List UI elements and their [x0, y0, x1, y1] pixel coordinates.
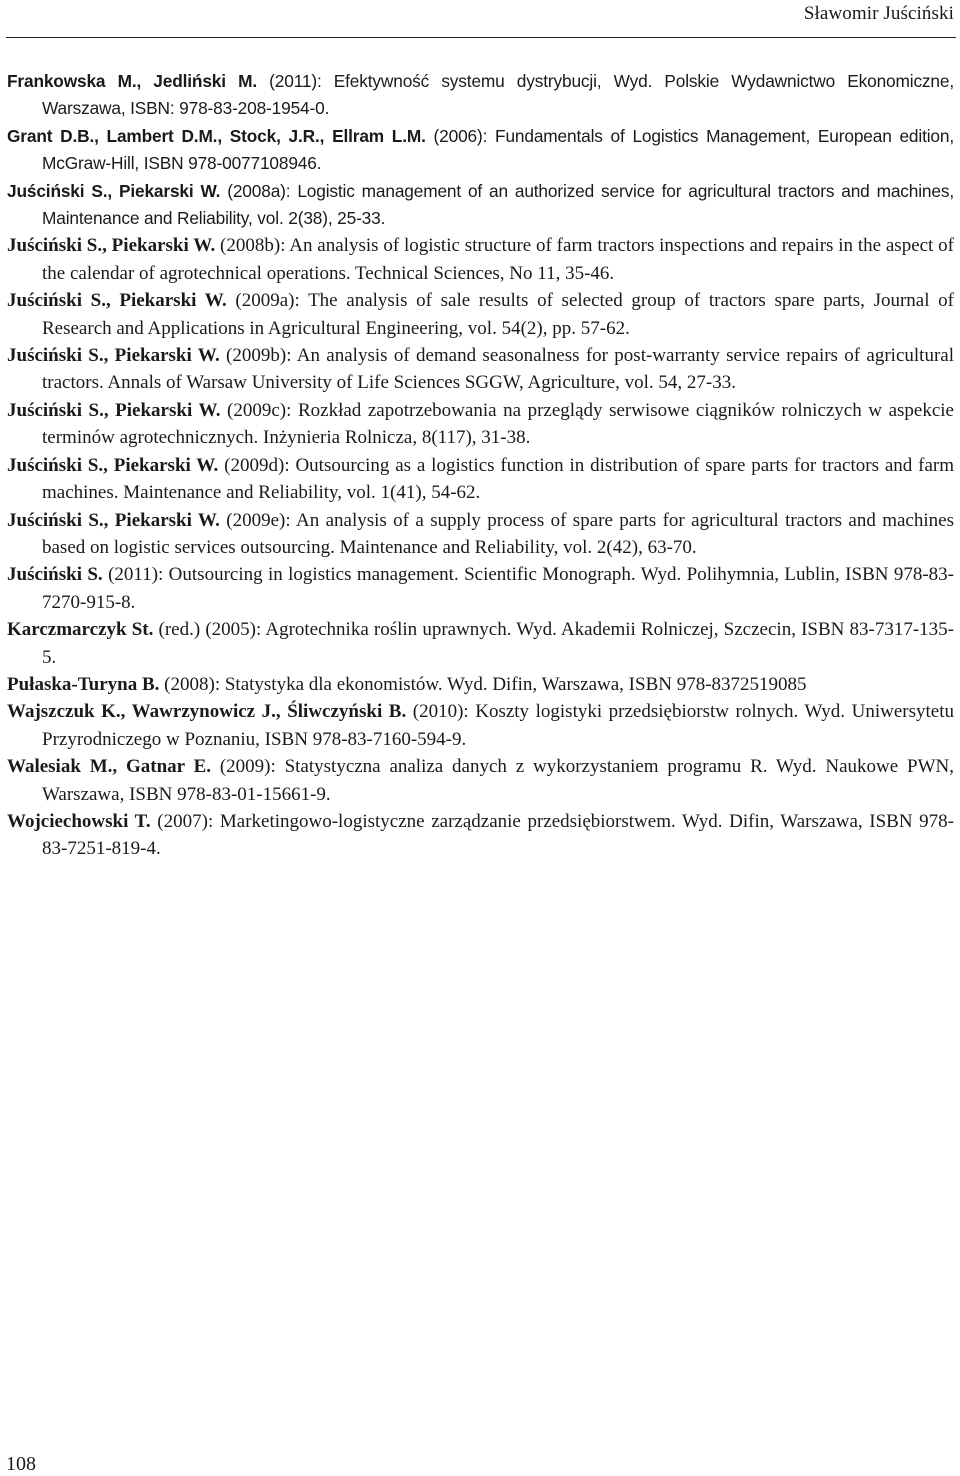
reference-details: (2009e): An analysis of a supply process of spare parts for agricultural tractors and machines based on logistic services outsourcing. Maintenance and Reliability, vol. 2(42), 63-70. — [42, 509, 954, 558]
page-number: 108 — [6, 1453, 36, 1475]
reference-item-jusciński-2009c — [7, 397, 954, 452]
reference-details: (2010): Koszty logistyki przedsiębiorstw rolnych. Wyd. Uniwersytetu Przyrodniczego w Poznaniu, ISBN 978-83-7160-594-9. — [42, 701, 954, 750]
reference-details: (2009): Statystyczna analiza danych z wykorzystaniem programu R. Wyd. Naukowe PWN, Warszawa, ISBN 978-83-01-15661-9. — [42, 756, 954, 805]
reference-details: (2009b): An analysis of demand seasonalness for post-warranty service repairs of agricultural tractors. Annals of Warsaw University of Life Sciences SGGW, Agriculture, vol. 54, 27-33. — [42, 345, 954, 394]
reference-item-jusciński-2009b — [7, 342, 954, 397]
reference-item-wajszczuk — [7, 698, 954, 753]
reference-authors: Juściński S., Piekarski W. — [7, 399, 221, 421]
reference-item-jusciński-2008a — [7, 178, 954, 233]
reference-authors: Juściński S., Piekarski W. — [7, 235, 216, 257]
reference-authors: Wajszczuk K., Wawrzynowicz J., Śliwczyński B. — [7, 701, 407, 723]
reference-item-frankowska — [7, 68, 954, 123]
reference-authors: Grant D.B., Lambert D.M., Stock, J.R., Ellram L.M. — [7, 125, 426, 146]
reference-details: (2011): Outsourcing in logistics management. Scientific Monograph. Wyd. Polihymnia, Lublin, ISBN 978-83-7270-915-8. — [42, 564, 955, 613]
reference-details: (red.) (2005): Agrotechnika roślin uprawnych. Wyd. Akademii Rolniczej, Szczecin, ISBN 83-7317-135-5. — [42, 619, 954, 668]
reference-details: (2007): Marketingowo-logistyczne zarządzanie przedsiębiorstwem. Wyd. Difin, Warszawa, ISBN 978-83-7251-819-4. — [42, 810, 955, 860]
reference-item-wojciechowski — [7, 808, 954, 863]
reference-authors: Juściński S., Piekarski W. — [7, 290, 227, 312]
reference-authors: Juściński S., Piekarski W. — [7, 180, 221, 201]
reference-item-walesiak — [7, 753, 954, 808]
reference-details: (2009d): Outsourcing as a logistics function in distribution of spare parts for tractors and farm machines. Maintenance and Reliability, vol. 1(41), 54-62. — [42, 454, 954, 504]
reference-details: (2009a): The analysis of sale results of selected group of tractors spare parts, Journal of Research and Applications in Agricultural Engineering, vol. 54(2), pp. 57-62. — [42, 290, 954, 339]
reference-authors: Juściński S., Piekarski W. — [7, 509, 220, 531]
reference-item-jusciński-2011 — [7, 561, 954, 616]
reference-details: (2008): Statystyka dla ekonomistów. Wyd. Difin, Warszawa, ISBN 978-8372519085 — [159, 673, 807, 695]
reference-authors: Walesiak M., Gatnar E. — [7, 756, 211, 778]
reference-authors: Pułaska-Turyna B. — [7, 673, 160, 695]
reference-list — [7, 68, 954, 863]
reference-details: (2008a): Logistic management of an authorized service for agricultural tractors and machines, Maintenance and Reliability, vol. 2(38), 25-33. — [42, 180, 954, 229]
header-rule — [6, 37, 956, 38]
reference-details: (2006): Fundamentals of Logistics Management, European edition, McGraw-Hill, ISBN 978-0077108946. — [42, 125, 954, 174]
reference-item-jusciński-2009e — [7, 507, 954, 562]
reference-item-grant — [7, 123, 954, 178]
reference-authors: Juściński S., Piekarski W. — [7, 345, 220, 367]
reference-details: (2009c): Rozkład zapotrzebowania na przeglądy serwisowe ciągników rolniczych w aspekcie terminów agrotechnicznych. Inżynieria Rolnicza, 8(117), 31-38. — [42, 399, 954, 449]
reference-item-karczmarczyk — [7, 616, 954, 671]
reference-item-jusciński-2008b — [7, 232, 954, 287]
reference-authors: Juściński S. — [7, 564, 103, 586]
reference-authors: Juściński S., Piekarski W. — [7, 454, 219, 476]
reference-item-jusciński-2009a — [7, 287, 954, 342]
reference-details: (2008b): An analysis of logistic structure of farm tractors inspections and repairs in the aspect of the calendar of agrotechnical operations. Technical Sciences, No 11, 35-46. — [42, 235, 954, 284]
reference-authors: Karczmarczyk St. — [7, 619, 154, 641]
reference-item-jusciński-2009d — [7, 452, 954, 507]
reference-authors: Frankowska M., Jedliński M. — [7, 71, 257, 91]
reference-authors: Wojciechowski T. — [7, 810, 151, 832]
reference-item-pulaska-turyna — [7, 671, 954, 698]
reference-details: (2011): Efektywność systemu dystrybucji, Wyd. Polskie Wydawnictwo Ekonomiczne, Warszawa, ISBN: 978-83-208-1954-0. — [42, 71, 954, 119]
running-head-author: Sławomir Juściński — [803, 3, 954, 24]
